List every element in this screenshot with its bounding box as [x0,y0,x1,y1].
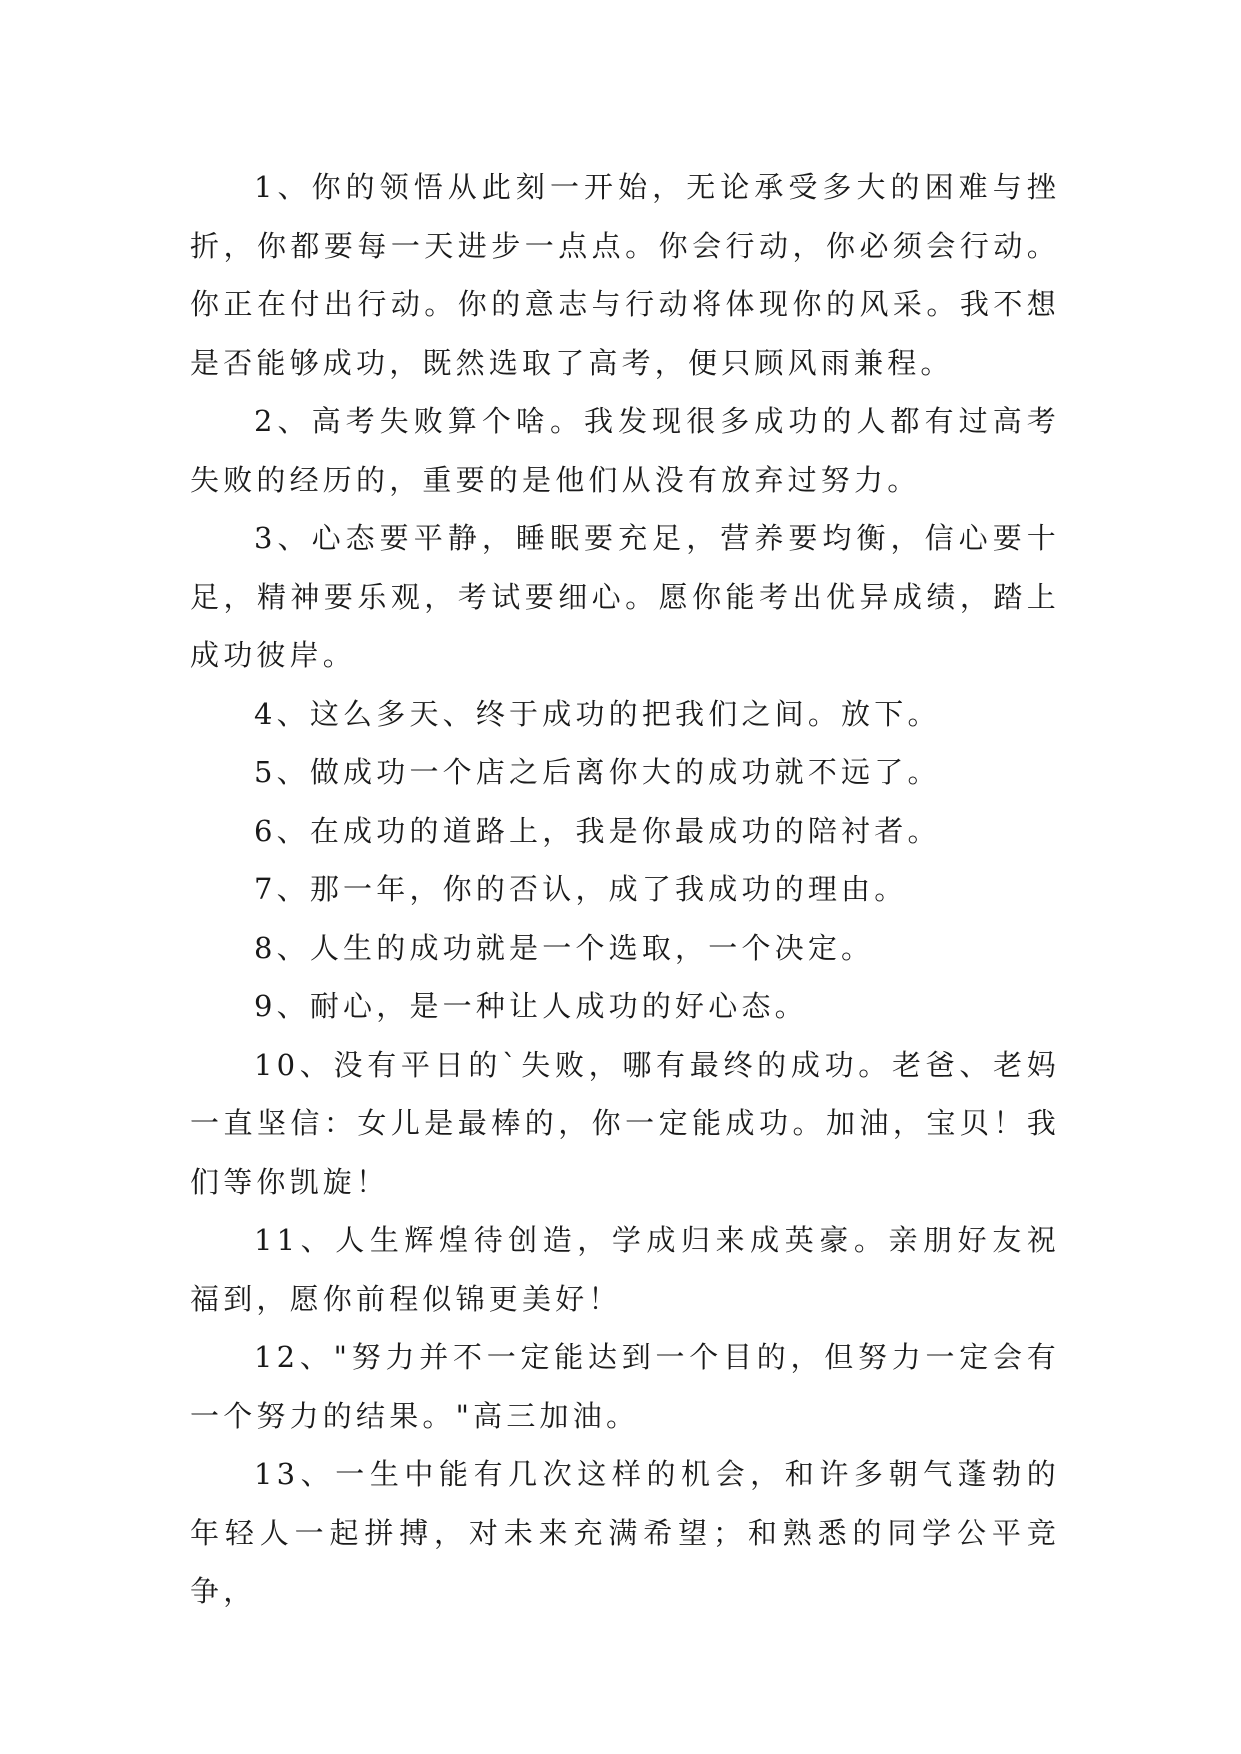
paragraph-2: 2、高考失败算个啥。我发现很多成功的人都有过高考失败的经历的，重要的是他们从没有放弃过努力。 [190,404,1060,497]
paragraph-1: 1、你的领悟从此刻一开始，无论承受多大的困难与挫折，你都要每一天进步一点点。你会行动，你必须会行动。你正在付出行动。你的意志与行动将体现你的风采。我不想是否能够成功，既然选取了高考，便只顾风雨兼程。 [190,170,1060,380]
paragraph-13: 13、一生中能有几次这样的机会，和许多朝气蓬勃的年轻人一起拼搏，对未来充满希望；和熟悉的同学公平竞争， [190,1457,1060,1608]
paragraph-12: 12、"努力并不一定能达到一个目的，但努力一定会有一个努力的结果。"高三加油。 [190,1340,1060,1433]
paragraph-8: 8、人生的成功就是一个选取，一个决定。 [254,930,875,965]
paragraph-4: 4、这么多天、终于成功的把我们之间。放下。 [254,696,941,731]
paragraph-6: 6、在成功的道路上，我是你最成功的陪衬者。 [254,813,941,848]
paragraph-5: 5、做成功一个店之后离你大的成功就不远了。 [254,755,941,789]
paragraph-7: 7、那一年，你的否认，成了我成功的理由。 [254,872,908,906]
paragraph-10: 10、没有平日的`失败，哪有最终的成功。老爸、老妈一直坚信：女儿是最棒的，你一定能成功。加油，宝贝！我们等你凯旋！ [190,1047,1060,1199]
document-page [190,158,1060,1621]
paragraph-9: 9、耐心，是一种让人成功的好心态。 [254,989,808,1023]
paragraph-11: 11、人生辉煌待创造，学成归来成英豪。亲朋好友祝福到，愿你前程似锦更美好！ [190,1223,1060,1316]
paragraph-3: 3、心态要平静，睡眠要充足，营养要均衡，信心要十足，精神要乐观，考试要细心。愿你能考出优异成绩，踏上成功彼岸。 [190,521,1060,672]
